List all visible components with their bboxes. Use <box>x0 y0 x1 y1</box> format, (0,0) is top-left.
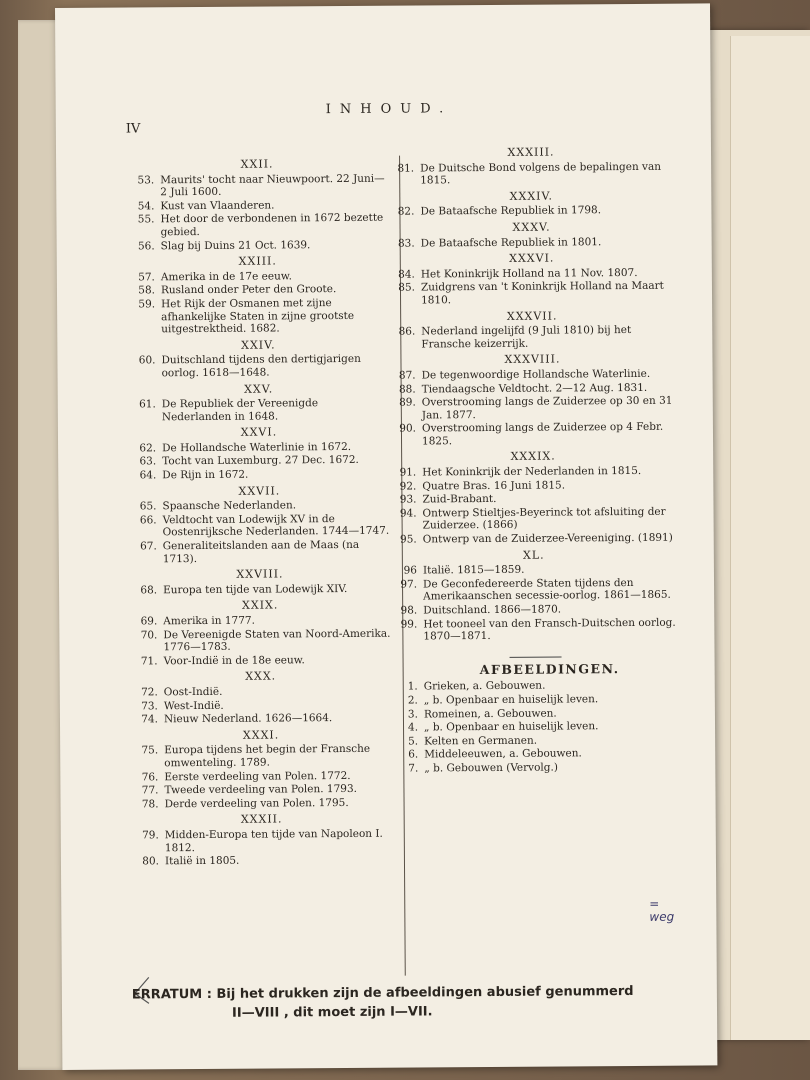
toc-entry <box>387 266 677 281</box>
section-heading: XXIV. <box>241 338 276 352</box>
entry-title: Tocht van Luxemburg. 27 Dec. 1672. <box>162 454 359 468</box>
toc-entry <box>129 614 391 628</box>
entry-number: 7. <box>408 762 419 775</box>
entry-number: 90. <box>399 422 416 435</box>
entry-title: Middeleeuwen, a. Gebouwen. <box>424 747 582 761</box>
right-column <box>386 142 680 924</box>
entry-title: Overstrooming langs de Zuiderzee op 30 en 31 Jan. 1877. <box>421 394 673 422</box>
erratum-line-1: ERRATUM : Bij het drukken zijn de afbeeldingen abusief genummerd <box>131 983 634 1003</box>
section-heading: XXVIII. <box>236 567 284 581</box>
entry-number: 69. <box>140 615 158 628</box>
left-column <box>126 154 393 869</box>
entry-title: De Bataafsche Republiek in 1801. <box>420 235 602 250</box>
entry-number: 65. <box>139 500 157 513</box>
entry-title: De tegenwoordige Hollandsche Waterlinie. <box>421 367 651 382</box>
afbeelding-entry <box>390 706 680 721</box>
entry-title: Het Koninkrijk Holland na 11 Nov. 1807. <box>420 266 638 281</box>
toc-entry <box>127 297 389 337</box>
entry-number: 2. <box>407 694 418 707</box>
entry-number: 59. <box>138 298 156 311</box>
entry-title: Romeinen, a. Gebouwen. <box>423 707 557 721</box>
toc-entry <box>388 465 678 480</box>
section-heading: XXXIX. <box>510 449 556 464</box>
entry-number: 86. <box>398 325 416 338</box>
entry-title: Rusland onder Peter den Groote. <box>160 283 337 297</box>
entry-title: Duitschland. 1866—1870. <box>423 603 562 617</box>
entry-number: 70. <box>140 628 158 642</box>
entry-title: Italië in 1805. <box>164 854 240 868</box>
toc-entry <box>130 712 392 726</box>
toc-entry <box>131 796 393 810</box>
toc-entry <box>129 582 391 596</box>
entry-number: 5. <box>408 735 419 748</box>
entry-title: De Geconfedereerde Staten tijdens den Amerikaanschen secessie-oorlog. 1861—1865. <box>422 576 671 603</box>
entry-number: 74. <box>141 713 159 726</box>
toc-entry <box>388 492 678 507</box>
entry-title: Derde verdeeling van Polen. 1795. <box>164 796 349 810</box>
entry-title: Quatre Bras. 16 Juni 1815. <box>422 479 566 493</box>
entry-title: Zuid-Brabant. <box>422 493 497 506</box>
handwritten-note: = weg <box>649 896 675 924</box>
entry-title: West-Indië. <box>163 699 224 712</box>
entry-number: 3. <box>407 708 418 721</box>
entry-title: Kust van Vlaanderen. <box>160 199 275 213</box>
entry-number: 92. <box>399 480 417 493</box>
toc-entry <box>127 353 389 380</box>
section-heading: XL. <box>522 548 545 562</box>
afbeeldingen-title: AFBEELDINGEN. <box>479 660 620 677</box>
entry-title: De Republiek der Vereenigde Nederlanden in 1648. <box>161 397 319 423</box>
afbeelding-entry <box>390 733 680 748</box>
toc-entry <box>388 381 678 396</box>
entry-title: Het Koninkrijk der Nederlanden in 1815. <box>422 464 642 479</box>
toc-entry <box>126 172 388 199</box>
entry-title: Tiendaagsche Veldtocht. 2—12 Aug. 1831. <box>421 381 648 395</box>
entry-number: 88. <box>398 382 416 396</box>
entry-number: 83. <box>397 237 415 250</box>
entry-number: 6. <box>408 748 419 761</box>
section-heading: XXV. <box>244 381 274 396</box>
toc-entry <box>389 616 679 643</box>
afbeelding-entry <box>390 761 680 776</box>
entry-title: „ b. Gebouwen (Vervolg.) <box>424 761 558 775</box>
toc-entry <box>130 698 392 712</box>
entry-number: 87. <box>398 369 416 382</box>
toc-entry <box>130 685 392 699</box>
toc-entry <box>130 783 392 797</box>
toc-entry <box>388 478 678 493</box>
page-number: IV <box>125 121 141 137</box>
entry-title: Amerika in de 17e eeuw. <box>160 270 292 284</box>
entry-number: 84. <box>398 268 415 281</box>
entry-number: 4. <box>407 721 419 734</box>
toc-entry <box>128 441 390 455</box>
toc-entry <box>388 506 678 533</box>
entry-title: Ontwerp Stieltjes-Beyerinck tot afsluiting der Zuiderzee. (1866) <box>422 505 666 532</box>
toc-entry <box>128 499 390 513</box>
entry-title: Het tooneel van den Fransch-Duitschen oorlog. 1870—1871. <box>423 616 676 643</box>
entry-title: De Duitsche Bond volgens de bepalingen van 1815. <box>420 160 662 187</box>
section-heading: XXVII. <box>238 484 281 498</box>
entry-title: Europa tijdens het begin der Fransche omwenteling. 1789. <box>164 743 371 770</box>
erratum-line-2: II—VIII , dit moet zijn I—VII. <box>231 1004 433 1021</box>
entry-number: 93. <box>399 493 417 506</box>
entry-number: 66. <box>139 514 157 527</box>
toc-entry <box>389 563 679 578</box>
entry-title: De Rijn in 1672. <box>162 468 249 482</box>
section-heading: XXXIV. <box>509 189 554 203</box>
entry-title: Het door de verbondenen in 1672 bezette gebied. <box>160 212 384 239</box>
entry-title: Tweede verdeeling van Polen. 1793. <box>164 783 358 797</box>
afbeelding-entry <box>390 693 680 708</box>
section-heading: XXXVI. <box>509 251 555 265</box>
entry-number: 1. <box>407 680 418 693</box>
toc-entry <box>387 235 677 250</box>
entry-title: Kelten en Germanen. <box>424 734 538 748</box>
entry-number: 96 <box>403 564 417 577</box>
toc-entry <box>389 576 679 603</box>
toc-entry <box>129 539 391 566</box>
entry-title: „ b. Openbaar en huiselijk leven. <box>423 720 599 734</box>
entry-title: Slag bij Duins 21 Oct. 1639. <box>160 238 311 252</box>
entry-title: Generaliteitslanden aan de Maas (na 1713). <box>162 538 360 565</box>
entry-title: Grieken, a. Gebouwen. <box>423 679 546 693</box>
section-heading: XXIX. <box>241 598 279 613</box>
entry-number: 75. <box>141 744 159 757</box>
entry-number: 82. <box>397 205 415 218</box>
toc-entry <box>387 324 677 351</box>
entry-number: 94. <box>399 507 417 520</box>
entry-number: 53. <box>137 173 155 187</box>
entry-number: 81. <box>397 162 415 175</box>
section-heading: XXX. <box>245 669 277 684</box>
page-header: INHOUD. <box>325 101 453 118</box>
entry-number: 57. <box>138 271 155 284</box>
entry-number: 85. <box>398 281 416 294</box>
afbeelding-entry <box>390 679 680 694</box>
entry-number: 78. <box>141 798 159 811</box>
toc-entry <box>129 513 391 540</box>
entry-number: 55. <box>137 213 155 226</box>
section-heading: XXXII. <box>240 812 283 827</box>
toc-entry <box>127 283 389 297</box>
entry-number: 73. <box>141 699 158 712</box>
entry-number: 54. <box>137 200 155 213</box>
entry-number: 60. <box>138 354 156 367</box>
section-heading: XXXVIII. <box>504 352 561 367</box>
entry-title: Spaansche Nederlanden. <box>162 499 297 513</box>
entry-number: 91. <box>399 466 417 479</box>
right-page-inner <box>730 36 810 1040</box>
toc-entry <box>126 212 388 239</box>
toc-entry <box>131 854 393 868</box>
entry-title: Midden-Europa ten tijde van Napoleon I. 1812. <box>164 827 383 854</box>
section-heading: XXXI. <box>242 728 280 742</box>
toc-entry <box>130 769 392 783</box>
entry-title: De Vereenigde Staten van Noord-Amerika. 1776—1783. <box>163 627 391 654</box>
section-heading: XXII. <box>240 157 274 171</box>
toc-entry <box>129 627 391 654</box>
entry-title: Oost-Indië. <box>163 685 223 699</box>
toc-entry <box>126 198 388 212</box>
entry-number: 95. <box>399 533 417 546</box>
entry-number: 63. <box>139 455 157 468</box>
erratum-note <box>132 982 692 1024</box>
entry-number: 71. <box>140 655 158 668</box>
entry-title: Eerste verdeeling van Polen. 1772. <box>164 769 351 783</box>
entry-title: De Hollandsche Waterlinie in 1672. <box>162 440 352 455</box>
entry-title: Nederland ingelijfd (9 Juli 1810) bij het Fransche keizerrijk. <box>421 324 632 351</box>
entry-title: Italië. 1815—1859. <box>422 563 525 577</box>
entry-number: 89. <box>399 396 416 409</box>
toc-entry <box>128 454 390 468</box>
entry-number: 98. <box>400 604 418 617</box>
entry-title: Veldtocht van Lodewijk XV in de Oostenrijksche Nederlanden. 1744—1747. <box>162 512 390 539</box>
entry-title: Maurits' tocht naar Nieuwpoort. 22 Juni—2 Juli 1600. <box>160 172 385 199</box>
toc-entry <box>388 421 678 448</box>
toc-entry <box>130 653 392 667</box>
entry-title: Duitschland tijdens den dertigjarigen oorlog. 1618—1648. <box>161 353 361 380</box>
section-heading: XXIII. <box>238 254 277 268</box>
toc-entry <box>388 395 678 422</box>
entry-title: Overstrooming langs de Zuiderzee op 4 Febr. 1825. <box>421 421 664 448</box>
entry-title: Voor-Indië in de 18e eeuw. <box>163 654 305 668</box>
toc-entry <box>389 603 679 618</box>
toc-entry <box>389 532 679 547</box>
entry-number: 99. <box>400 618 418 631</box>
entry-number: 79. <box>142 829 159 842</box>
entry-number: 64. <box>139 469 157 482</box>
section-heading: XXXIII. <box>507 145 555 159</box>
section-heading: XXXV. <box>512 220 551 234</box>
entry-title: Nieuw Nederland. 1626—1664. <box>163 712 333 726</box>
entry-number: 61. <box>139 398 156 411</box>
toc-entry <box>128 468 390 482</box>
toc-entry <box>386 204 676 219</box>
toc-entry <box>128 397 390 424</box>
entry-number: 58. <box>138 284 156 297</box>
document-page <box>55 3 717 1070</box>
entry-title: De Bataafsche Republiek in 1798. <box>420 204 602 218</box>
entry-title: Amerika in 1777. <box>163 614 255 628</box>
entry-number: 80. <box>142 855 160 868</box>
short-rule <box>510 656 562 657</box>
entry-number: 62. <box>139 442 157 455</box>
toc-entry <box>387 280 677 307</box>
toc-entry <box>386 160 676 187</box>
section-heading: XXXVII. <box>506 309 558 323</box>
section-heading: XXVI. <box>240 425 278 439</box>
toc-entry <box>127 238 389 252</box>
entry-title: „ b. Openbaar en huiselijk leven. <box>423 693 599 707</box>
entry-number: 72. <box>141 686 158 699</box>
entry-number: 67. <box>140 540 157 553</box>
toc-entry <box>388 368 678 383</box>
entry-title: Europa ten tijde van Lodewijk XIV. <box>163 582 348 597</box>
afbeelding-entry <box>390 747 680 762</box>
toc-entry <box>131 828 393 855</box>
entry-title: Ontwerp van de Zuiderzee-Vereeniging. (1891) <box>422 531 673 546</box>
entry-title: Het Rijk der Osmanen met zijne afhankelijke Staten in zijne grootste uitgestrektheid. 1682. <box>161 297 355 336</box>
entry-number: 56. <box>137 239 155 252</box>
entry-number: 77. <box>141 784 159 797</box>
toc-entry <box>127 269 389 283</box>
entry-number: 68. <box>140 584 158 597</box>
entry-title: Zuidgrens van 't Koninkrijk Holland na Maart 1810. <box>420 280 664 307</box>
entry-number: 97. <box>400 578 418 591</box>
afbeelding-entry <box>390 720 680 735</box>
entry-number: 76. <box>141 770 159 783</box>
toc-entry <box>130 743 392 770</box>
